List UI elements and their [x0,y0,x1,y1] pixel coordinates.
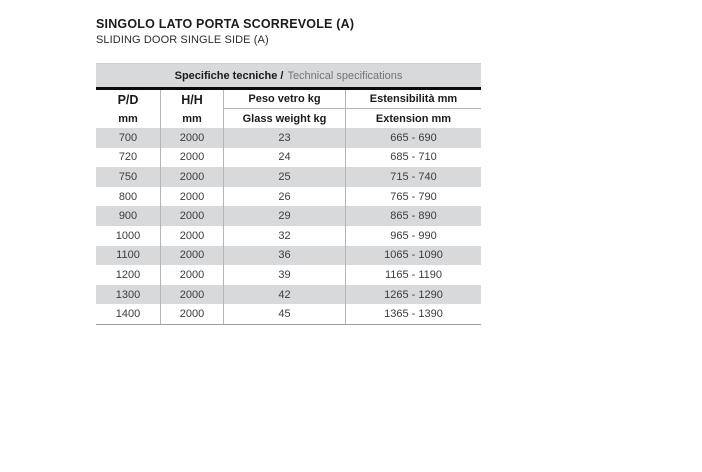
table-cell: 1300 [115,288,141,301]
table-cell: 2000 [160,128,223,148]
column-header-label-it: Estensibilità mm [346,90,481,109]
table-cell: 29 [223,206,345,226]
table-cell: 2000 [160,148,223,168]
table-cell: 900 [118,210,138,223]
table-row [96,285,481,305]
column-header-unit: mm [182,112,202,125]
table-header [96,90,481,128]
table-row [96,187,481,207]
column-header-label-it: Peso vetro kg [224,90,345,109]
table-cell: 1100 [116,249,140,262]
table-cell: 2000 [160,206,223,226]
specifications-table [96,63,481,325]
column-header-hh [160,90,223,128]
table-cell: 715 - 740 [345,167,481,187]
table-cell: 2000 [160,226,223,246]
table-row [96,167,481,187]
table-cell: 1165 - 1190 [345,265,481,285]
table-cell: 665 - 690 [345,128,481,148]
table-cell: 685 - 710 [345,148,481,168]
table-cell: 1265 - 1290 [345,285,481,305]
table-cell: 1065 - 1090 [345,246,481,266]
table-cell: 1000 [115,229,141,242]
table-cell: 1365 - 1390 [345,304,481,324]
column-header-label-en: Extension mm [375,112,452,125]
title-block [96,17,354,47]
column-header-label: H/H [181,92,203,107]
table-row [96,128,481,148]
table-cell: 24 [223,148,345,168]
table-row [96,246,481,266]
table-body [96,128,481,325]
table-cell: 25 [223,167,345,187]
caption-english: Technical specifications [287,69,403,82]
column-header-extension [345,90,481,128]
column-header-pd [96,90,160,128]
table-cell: 2000 [160,246,223,266]
table-row [96,206,481,226]
table-cell: 965 - 990 [345,226,481,246]
table-cell: 2000 [160,285,223,305]
table-cell: 765 - 790 [345,187,481,207]
table-cell: 800 [118,190,138,203]
table-row [96,226,481,246]
table-cell: 26 [223,187,345,207]
table-cell: 39 [223,265,345,285]
table-cell: 23 [223,128,345,148]
table-row [96,148,481,168]
page-subtitle: SLIDING DOOR SINGLE SIDE (A) [96,34,269,46]
table-cell: 32 [223,226,345,246]
column-header-glass-weight [223,90,345,128]
page-title: SINGOLO LATO PORTA SCORREVOLE (A) [96,17,355,31]
table-cell: 36 [223,246,345,266]
table-cell: 2000 [160,265,223,285]
table-cell: 700 [118,131,138,144]
table-cell: 750 [118,170,138,183]
table-cell: 45 [223,304,345,324]
column-header-unit: mm [118,112,138,125]
table-cell: 2000 [160,187,223,207]
table-row [96,304,481,324]
table-row [96,265,481,285]
table-cell: 2000 [160,304,223,324]
table-caption [96,63,481,87]
table-cell: 865 - 890 [345,206,481,226]
table-cell: 1400 [115,308,141,321]
table-cell: 2000 [160,167,223,187]
table-cell: 42 [223,285,345,305]
caption-italian: Specifiche tecniche / [174,69,284,82]
column-header-label-en: Glass weight kg [242,112,327,125]
table-cell: 720 [118,151,138,164]
column-header-label: P/D [117,92,139,107]
table-cell: 1200 [115,268,141,281]
